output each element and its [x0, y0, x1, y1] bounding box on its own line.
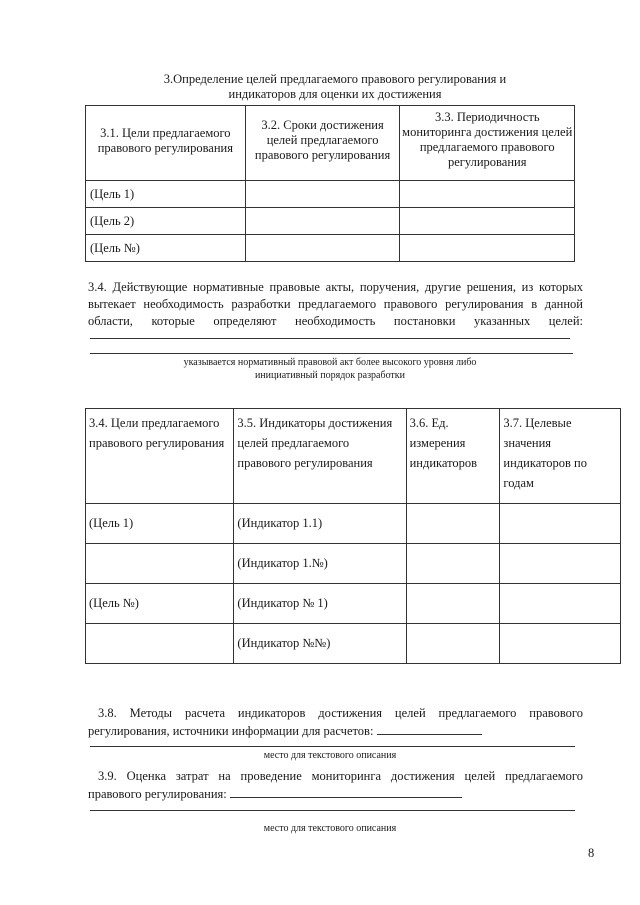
page-number: 8 [588, 846, 595, 860]
deadline-cell [245, 181, 400, 208]
unit-cell [406, 504, 500, 544]
goal-cell: (Цель 1) [86, 181, 246, 208]
indicator-cell: (Индикатор 1.1) [234, 504, 406, 544]
header-indicators: 3.5. Индикаторы достижения целей предлагаемого правового регулирования [234, 409, 406, 504]
fill-line [90, 810, 575, 811]
unit-cell [406, 624, 500, 664]
indicators-table-header-row [86, 409, 621, 504]
header-target-values: 3.7. Целевые значения индикаторов по годам [500, 409, 621, 504]
target-cell [500, 504, 621, 544]
header-deadlines: 3.2. Сроки достижения целей предлагаемого правового регулирования [245, 106, 400, 181]
header-goals: 3.4. Цели предлагаемого правового регулирования [86, 409, 234, 504]
table-row [86, 208, 575, 235]
indicators-table [85, 408, 621, 664]
indicator-cell: (Индикатор 1.№) [234, 544, 406, 584]
header-monitoring-frequency: 3.3. Периодичность мониторинга достижения целей предлагаемого правового регулирования [400, 106, 575, 181]
paragraph-3-4 [88, 279, 583, 330]
paragraph-3-4-line-3: области, которые определяют необходимость постановки указанных целей: [88, 314, 583, 328]
frequency-cell [400, 181, 575, 208]
goals-table [85, 105, 575, 262]
deadline-cell [245, 208, 400, 235]
paragraph-3-8 [98, 705, 583, 722]
paragraph-3-4-line-1: 3.4. Действующие нормативные правовые акты, поручения, другие решения, из которых [88, 280, 583, 294]
header-goals: 3.1. Цели предлагаемого правового регулирования [86, 106, 246, 181]
table-row [86, 235, 575, 262]
target-cell [500, 544, 621, 584]
frequency-cell [400, 208, 575, 235]
goal-cell [86, 624, 234, 664]
table-row [86, 544, 621, 584]
paragraph-3-8-line-2: регулирования, источники информации для расчетов: [88, 724, 374, 738]
fill-line [90, 353, 573, 354]
target-cell [500, 584, 621, 624]
caption-3-4-line-2: инициативный порядок разработки [254, 370, 406, 381]
paragraph-3-4-line-2: вытекает необходимость разработки предлагаемого правового регулирования в данной [88, 297, 583, 311]
paragraph-3-9-line-2-wrap [88, 785, 583, 803]
fill-line [90, 746, 575, 747]
indicator-cell: (Индикатор № 1) [234, 584, 406, 624]
table-row [86, 181, 575, 208]
caption-3-4 [130, 356, 530, 382]
table-row [86, 624, 621, 664]
fill-line-inline [377, 722, 482, 735]
goal-cell: (Цель №) [86, 584, 234, 624]
paragraph-3-9-line-2: правового регулирования: [88, 787, 227, 801]
caption-3-9: место для текстового описания [263, 823, 397, 834]
paragraph-3-8-line-1: 3.8. Методы расчета индикаторов достижения целей предлагаемого правового [98, 706, 583, 720]
paragraph-3-9-line-1: 3.9. Оценка затрат на проведение мониторинга достижения целей предлагаемого [98, 769, 583, 783]
frequency-cell [400, 235, 575, 262]
fill-line [90, 338, 570, 339]
section-title [90, 72, 580, 102]
header-unit: 3.6. Ед. измерения индикаторов [406, 409, 500, 504]
table-row [86, 504, 621, 544]
fill-line-inline [230, 785, 462, 798]
indicator-cell: (Индикатор №№) [234, 624, 406, 664]
goals-table-header-row [86, 106, 575, 181]
unit-cell [406, 584, 500, 624]
table-row [86, 584, 621, 624]
paragraph-3-8-line-2-wrap [88, 722, 583, 740]
goal-cell: (Цель 2) [86, 208, 246, 235]
section-title-line-1: 3.Определение целей предлагаемого правового регулирования и [163, 72, 507, 86]
goal-cell [86, 544, 234, 584]
unit-cell [406, 544, 500, 584]
section-title-line-2: индикаторов для оценки их достижения [228, 87, 442, 101]
paragraph-3-9 [98, 768, 583, 785]
caption-3-4-line-1: указывается нормативный правовой акт более высокого уровня либо [183, 357, 477, 368]
caption-3-8: место для текстового описания [263, 750, 397, 761]
goal-cell: (Цель 1) [86, 504, 234, 544]
deadline-cell [245, 235, 400, 262]
target-cell [500, 624, 621, 664]
goal-cell: (Цель №) [86, 235, 246, 262]
